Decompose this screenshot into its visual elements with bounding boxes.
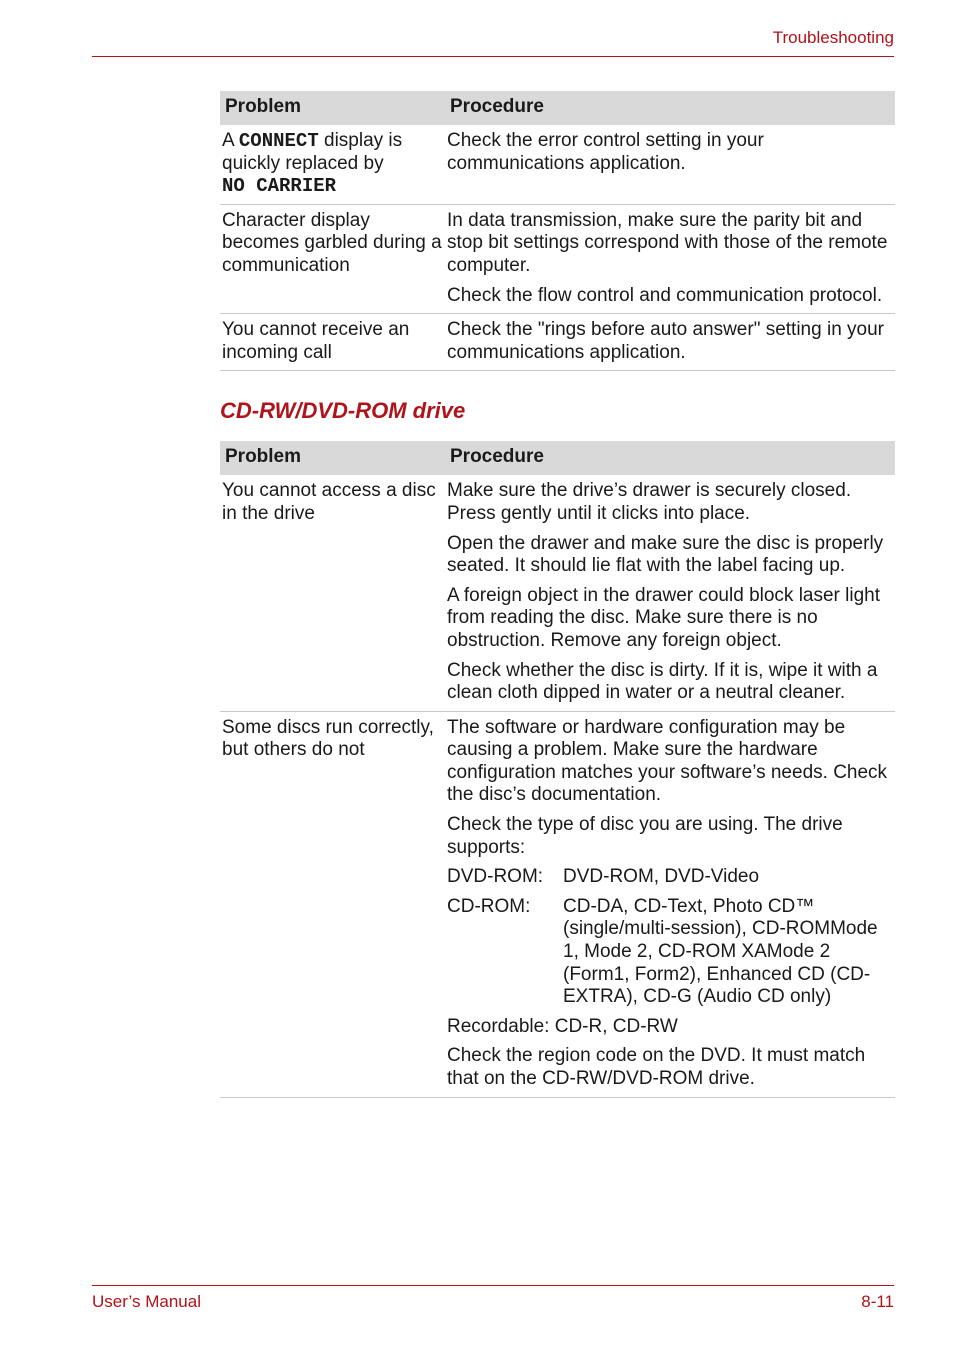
supported-format-row xyxy=(447,866,892,889)
problem-text: display is quickly replaced by xyxy=(222,130,403,174)
procedure-cell xyxy=(445,204,895,313)
procedure-paragraph: A foreign object in the drawer could block laser light from reading the disc. Make sure there is no obstruction. Remove any foreign object. xyxy=(447,584,881,651)
problem-cell xyxy=(220,125,445,204)
problem-text: A xyxy=(222,130,239,151)
procedure-cell xyxy=(445,314,895,371)
footer-rule xyxy=(92,1285,894,1286)
table-header-row xyxy=(220,441,895,475)
footer-manual-title: User’s Manual xyxy=(92,1292,201,1311)
procedure-paragraph: Open the drawer and make sure the disc is properly seated. It should lie flat with the label facing up. xyxy=(447,532,884,577)
header-rule xyxy=(92,56,894,57)
section-heading: CD-RW/DVD-ROM drive xyxy=(220,398,466,424)
procedure-paragraph: Make sure the drive’s drawer is securely closed. Press gently until it clicks into place. xyxy=(447,480,852,524)
supported-format-row xyxy=(447,896,892,1009)
procedure-paragraph: Check whether the disc is dirty. If it is, wipe it with a clean cloth dipped in water or a neutral cleaner. xyxy=(447,659,878,704)
table-row xyxy=(220,204,895,313)
procedure-paragraph: Check the "rings before auto answer" setting in your communications application. xyxy=(447,319,884,363)
footer-page-number: 8-11 xyxy=(861,1292,894,1311)
column-header-problem: Problem xyxy=(220,91,445,125)
table-row xyxy=(220,314,895,371)
procedure-paragraph: Check the error control setting in your communications application. xyxy=(447,130,764,174)
column-header-problem: Problem xyxy=(220,441,445,475)
problem-cell: You cannot receive an incoming call xyxy=(220,314,445,371)
format-value: DVD-ROM, DVD-Video xyxy=(563,866,760,888)
table-row xyxy=(220,711,895,1097)
procedure-cell xyxy=(445,475,895,711)
procedure-paragraph: The software or hardware configuration may be causing a problem. Make sure the hardware configuration matches your software’s needs. Check the disc’s documentation. xyxy=(447,716,888,806)
cd-dvd-troubleshooting-table xyxy=(220,441,895,1097)
procedure-paragraph: Check the region code on the DVD. It must match that on the CD-RW/DVD-ROM drive. xyxy=(447,1045,866,1089)
problem-cell: You cannot access a disc in the drive xyxy=(220,475,445,711)
running-header-title: Troubleshooting xyxy=(772,28,894,47)
page-content xyxy=(220,91,895,1098)
procedure-paragraph: In data transmission, make sure the parity bit and stop bit settings correspond with those of the remote computer. xyxy=(447,209,888,276)
procedure-paragraph: Check the type of disc you are using. The drive supports: xyxy=(447,814,843,858)
column-header-procedure: Procedure xyxy=(445,441,895,475)
table-header-row xyxy=(220,91,895,125)
procedure-paragraph: Recordable: CD-R, CD-RW xyxy=(447,1015,678,1037)
problem-cell: Some discs run correctly, but others do not xyxy=(220,711,445,1097)
no-carrier-code: NO CARRIER xyxy=(222,175,337,198)
procedure-cell xyxy=(445,125,895,204)
column-header-procedure: Procedure xyxy=(445,91,895,125)
format-label: CD-ROM: xyxy=(447,895,531,917)
problem-cell: Character display becomes garbled during a communication xyxy=(220,204,445,313)
table-row xyxy=(220,475,895,711)
procedure-paragraph: Check the flow control and communication protocol. xyxy=(447,284,883,306)
procedure-cell xyxy=(445,711,895,1097)
format-value: CD-DA, CD-Text, Photo CD™ (single/multi-session), CD-ROMMode 1, Mode 2, CD-ROM XAMode 2 (Form1, Form2), Enhanced CD (CD-EXTRA), CD-G (Audio CD only) xyxy=(563,895,878,1008)
communications-troubleshooting-table xyxy=(220,91,895,371)
format-label: DVD-ROM: xyxy=(447,866,544,888)
table-row xyxy=(220,125,895,204)
connect-code: CONNECT xyxy=(238,130,319,152)
